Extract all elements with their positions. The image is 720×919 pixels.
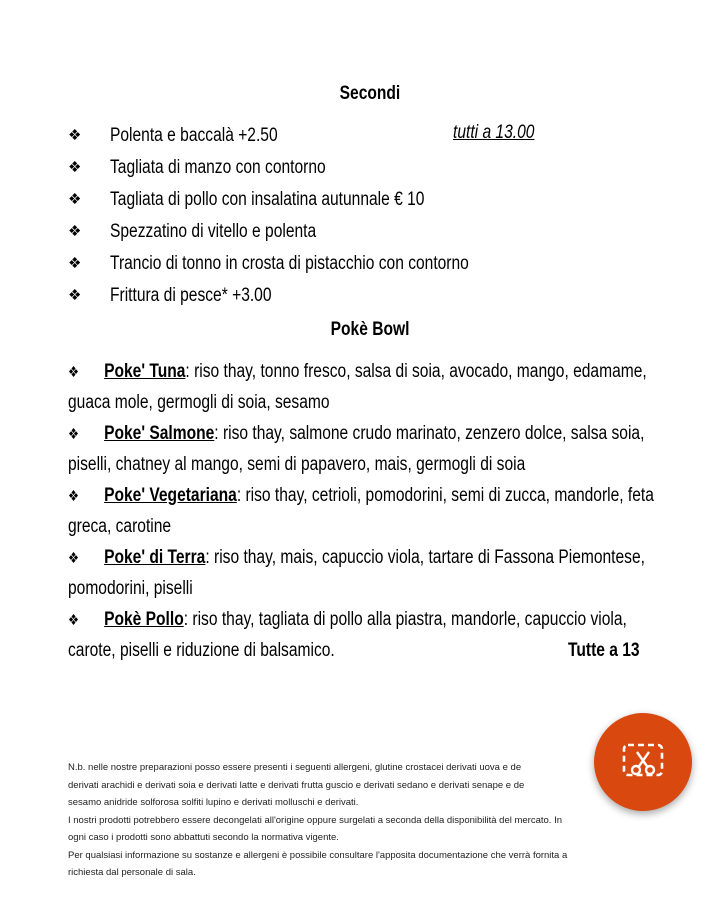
note-line: ogni caso i prodotti sono abbattuti secondo la normativa vigente. [68, 832, 339, 843]
screenshot-button[interactable] [594, 713, 692, 811]
list-item: ❖ Spezzatino di vitello e polenta [68, 216, 548, 248]
note-line: sesamo anidride solforosa solfiti lupino e derivati molluschi e derivati. [68, 797, 359, 808]
list-item: ❖ Frittura di pesce* +3.00 [68, 280, 548, 312]
bullet-icon: ❖ [68, 191, 82, 208]
note-line: N.b. nelle nostre preparazioni posso essere presenti i seguenti allergeni, glutine crostacei derivati uova e de [68, 762, 522, 773]
bullet-icon: ❖ [68, 159, 82, 176]
note-line: Per qualsiasi informazione su sostanze e allergeni è possibile consultare l'apposita documentazione che verrà fornita a [68, 849, 568, 861]
poke-item: ❖ Poke' di Terra: riso thay, mais, capuccio viola, tartare di Fassona Piemontese, pomodorini, piselli [68, 542, 708, 604]
secondi-list [68, 120, 548, 312]
secondi-title: Secondi [339, 83, 401, 104]
poke-name: Poke' Salmone [104, 423, 215, 444]
poke-title: Pokè Bowl [330, 319, 410, 340]
bullet-icon: ❖ [68, 612, 80, 629]
poke-name: Poke' Tuna [104, 361, 186, 382]
list-item: ❖ Tagliata di manzo con contorno [68, 152, 548, 184]
poke-price-note: Tutte a 13 [568, 640, 640, 661]
note-line: richiesta dal personale di sala. [68, 867, 196, 878]
bullet-icon: ❖ [68, 127, 82, 144]
note-line: I nostri prodotti potrebbero essere decongelati all'origine oppure surgelati a seconda della disponibilità del mercato. In [68, 814, 563, 826]
poke-item: ❖ Poke' Salmone: riso thay, salmone crudo marinato, zenzero dolce, salsa soia, piselli, chatney al mango, semi di papavero, mais, germogli di soia [68, 418, 708, 480]
bullet-icon: ❖ [68, 488, 80, 505]
poke-item: ❖ Poke' Tuna: riso thay, tonno fresco, salsa di soia, avocado, mango, edamame, guaca mole, germogli di soia, sesamo [68, 356, 708, 418]
poke-name: Poke' Vegetariana [104, 485, 237, 506]
note-line: derivati arachidi e derivati soia e derivati latte e derivati frutta guscio e derivati sedano e derivati senape e de [68, 779, 525, 791]
bullet-icon: ❖ [68, 426, 80, 443]
screenshot-scissors-icon [621, 740, 665, 784]
poke-name: Poke' di Terra [104, 547, 206, 568]
allergen-note [68, 759, 668, 882]
poke-item: ❖ Pokè Pollo: riso thay, tagliata di pollo alla piastra, mandorle, capuccio viola, carote, piselli e riduzione di balsamico. [68, 604, 708, 666]
bullet-icon: ❖ [68, 550, 80, 567]
list-item: ❖ Polenta e baccalà +2.50 [68, 120, 548, 152]
list-item: ❖ Trancio di tonno in crosta di pistacchio con contorno [68, 248, 548, 280]
bullet-icon: ❖ [68, 364, 80, 381]
poke-name: Pokè Pollo [104, 609, 184, 630]
bullet-icon: ❖ [68, 223, 82, 240]
secondi-price-note: tutti a 13.00 [453, 122, 535, 143]
bullet-icon: ❖ [68, 255, 82, 272]
list-item: ❖ Tagliata di pollo con insalatina autunnale € 10 [68, 184, 548, 216]
poke-item: ❖ Poke' Vegetariana: riso thay, cetrioli, pomodorini, semi di zucca, mandorle, feta greca, carotine [68, 480, 708, 542]
bullet-icon: ❖ [68, 287, 82, 304]
